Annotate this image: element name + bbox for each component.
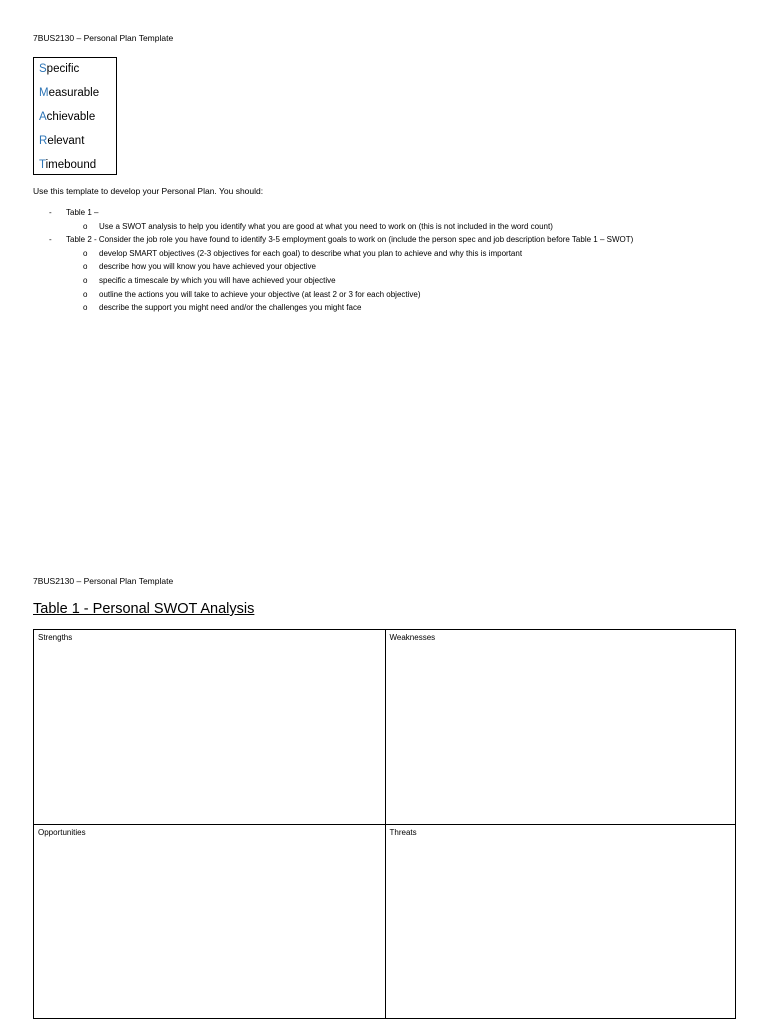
swot-cell-opportunities[interactable] <box>34 824 385 1018</box>
intro-text: Use this template to develop your Personal Plan. You should: <box>33 186 264 196</box>
list-item-text: Table 2 - Consider the job role you have found to identify 3-5 employment goals to work on (include the person spec and job description before Table 1 – SWOT) <box>66 235 634 245</box>
sub-list-item: o describe the support you might need and/or the challenges you might face <box>33 301 733 315</box>
table-title: Table 1 - Personal SWOT Analysis <box>33 601 255 617</box>
sub-list-item: o Use a SWOT analysis to help you identify what you are good at what you need to work on (this is not included in the word count) <box>33 220 733 234</box>
swot-label: Strengths <box>38 633 73 642</box>
swot-label: Threats <box>389 828 417 837</box>
smart-item-relevant <box>34 133 116 157</box>
page-header: 7BUS2130 – Personal Plan Template <box>33 576 174 586</box>
smart-letter: R <box>39 135 48 147</box>
smart-rest: elevant <box>47 135 85 147</box>
list-item-text: Table 1 – <box>66 208 99 217</box>
swot-table <box>33 629 736 1019</box>
smart-rest: pecific <box>46 63 80 75</box>
smart-rest: imebound <box>45 159 97 171</box>
swot-label: Opportunities <box>38 828 86 837</box>
sub-list-item: o specific a timescale by which you will have achieved your objective <box>33 274 733 288</box>
list-item <box>33 233 733 315</box>
sub-list-item: o develop SMART objectives (2-3 objectives for each goal) to describe what you plan to achieve and why this is important <box>33 247 733 261</box>
sub-list-item: o outline the actions you will take to achieve your objective (at least 2 or 3 for each objective) <box>33 288 733 302</box>
smart-rest: easurable <box>48 87 100 99</box>
swot-cell-threats[interactable] <box>385 824 736 1018</box>
smart-rest: chievable <box>46 111 96 123</box>
smart-letter: A <box>39 111 47 123</box>
sub-list <box>33 220 733 234</box>
sub-list <box>33 247 733 315</box>
smart-box <box>33 57 117 175</box>
swot-cell-weaknesses[interactable] <box>385 630 736 824</box>
instruction-list <box>33 206 733 315</box>
swot-label: Weaknesses <box>389 633 436 642</box>
smart-letter: T <box>39 159 46 171</box>
smart-item-specific <box>34 61 116 85</box>
smart-item-timebound <box>34 157 116 181</box>
list-item <box>33 206 733 233</box>
page-header: 7BUS2130 – Personal Plan Template <box>33 33 174 43</box>
smart-letter: M <box>39 87 49 99</box>
smart-letter: S <box>39 63 47 75</box>
swot-cell-strengths[interactable] <box>34 630 385 824</box>
smart-item-measurable <box>34 85 116 109</box>
smart-item-achievable <box>34 109 116 133</box>
sub-list-item: o describe how you will know you have achieved your objective <box>33 260 733 274</box>
